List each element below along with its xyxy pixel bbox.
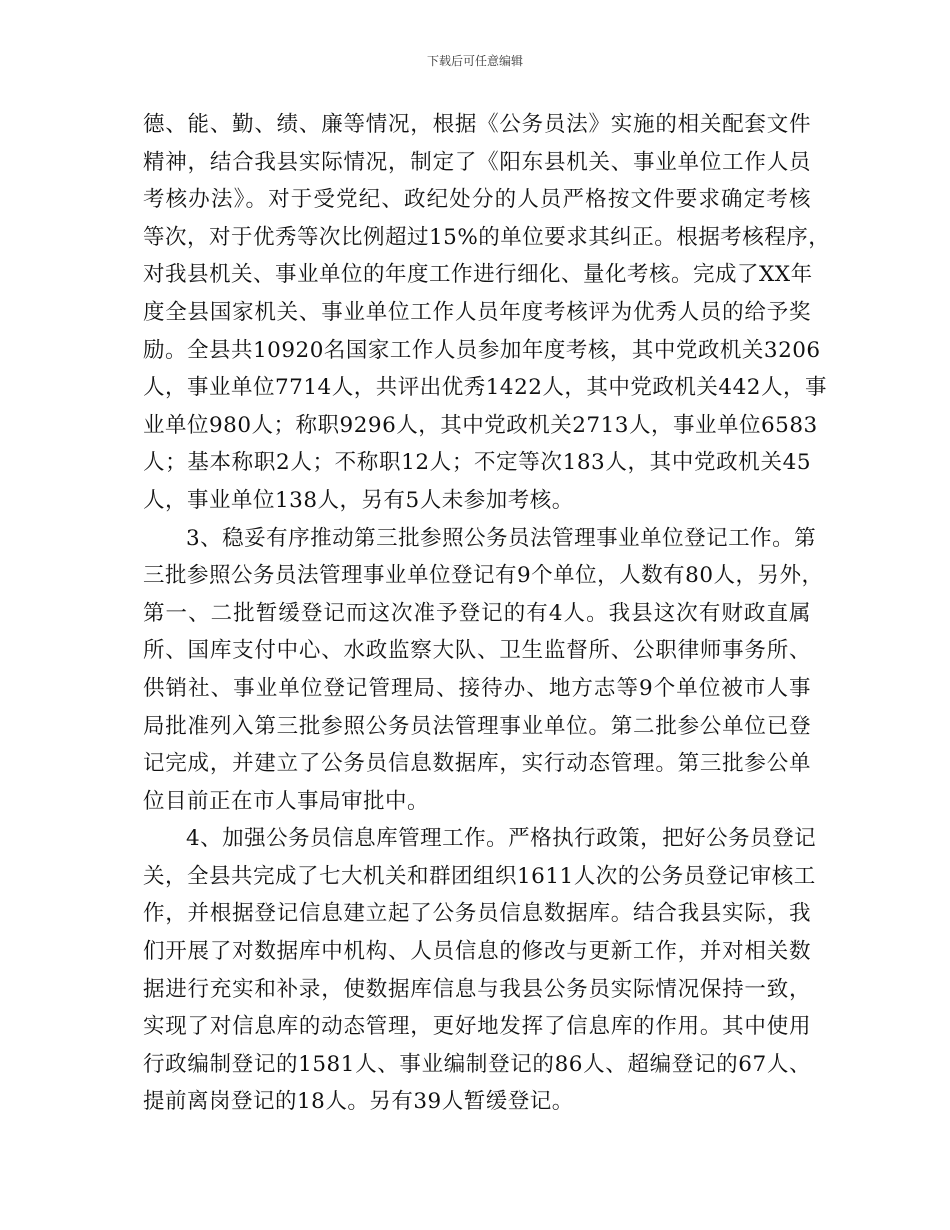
text-line: 关，全县共完成了七大机关和群团组织1611人次的公务员登记审核工 <box>143 863 816 889</box>
text-line: 人，事业单位138人，另有5人未参加考核。 <box>143 487 574 513</box>
text-line: 据进行充实和补录，使数据库信息与我县公务员实际情况保持一致， <box>143 976 811 1002</box>
text-line: 局批准列入第三批参照公务员法管理事业单位。第二批参公单位已登 <box>143 713 811 739</box>
text-line: 精神，结合我县实际情况，制定了《阳东县机关、事业单位工作人员 <box>143 149 811 175</box>
text-line: 实现了对信息库的动态管理，更好地发挥了信息库的作用。其中使用 <box>143 1014 811 1040</box>
text-line: 3、稳妥有序推动第三批参照公务员法管理事业单位登记工作。第 <box>186 525 817 551</box>
text-line: 对我县机关、事业单位的年度工作进行细化、量化考核。完成了XX年 <box>143 262 813 288</box>
text-line: 考核办法》。对于受党纪、政纪处分的人员严格按文件要求确定考核 <box>143 187 811 213</box>
text-line: 业单位980人；称职9296人，其中党政机关2713人，事业单位6583 <box>143 412 818 438</box>
text-line: 们开展了对数据库中机构、人员信息的修改与更新工作，并对相关数 <box>143 939 811 965</box>
text-line: 4、加强公务员信息库管理工作。严格执行政策，把好公务员登记 <box>186 826 817 852</box>
text-line: 度全县国家机关、事业单位工作人员年度考核评为优秀人员的给予奖 <box>143 299 811 325</box>
text-line: 位目前正在市人事局审批中。 <box>143 788 430 814</box>
text-line: 人，事业单位7714人，共评出优秀1422人，其中党政机关442人，事 <box>143 375 827 401</box>
paragraph <box>143 520 824 821</box>
paragraph <box>143 106 831 520</box>
text-line: 供销社、事业单位登记管理局、接待办、地方志等9个单位被市人事 <box>143 675 811 701</box>
text-line: 记完成，并建立了公务员信息数据库，实行动态管理。第三批参公单 <box>143 751 811 777</box>
text-line: 提前离岗登记的18人。另有39人暂缓登记。 <box>143 1089 574 1115</box>
text-line: 德、能、勤、绩、廉等情况，根据《公务员法》实施的相关配套文件 <box>143 112 811 137</box>
text-line: 等次，对于优秀等次比例超过15%的单位要求其纠正。根据考核程序， <box>143 224 831 250</box>
paragraph <box>143 820 817 1121</box>
document-body <box>143 106 831 1121</box>
text-line: 行政编制登记的1581人、事业编制登记的86人、超编登记的67人、 <box>143 1051 811 1077</box>
text-line: 作，并根据登记信息建立起了公务员信息数据库。结合我县实际，我 <box>143 901 811 927</box>
text-line: 第一、二批暂缓登记而这次准予登记的有4人。我县这次有财政直属 <box>143 600 811 626</box>
text-line: 三批参照公务员法管理事业单位登记有9个单位，人数有80人，另外， <box>143 563 824 589</box>
text-line: 励。全县共10920名国家工作人员参加年度考核，其中党政机关3206 <box>143 337 821 363</box>
page-header-note: 下载后可任意编辑 <box>426 54 523 68</box>
text-line: 人；基本称职2人；不称职12人；不定等次183人，其中党政机关45 <box>143 450 811 476</box>
text-line: 所、国库支付中心、水政监察大队、卫生监督所、公职律师事务所、 <box>143 638 811 664</box>
